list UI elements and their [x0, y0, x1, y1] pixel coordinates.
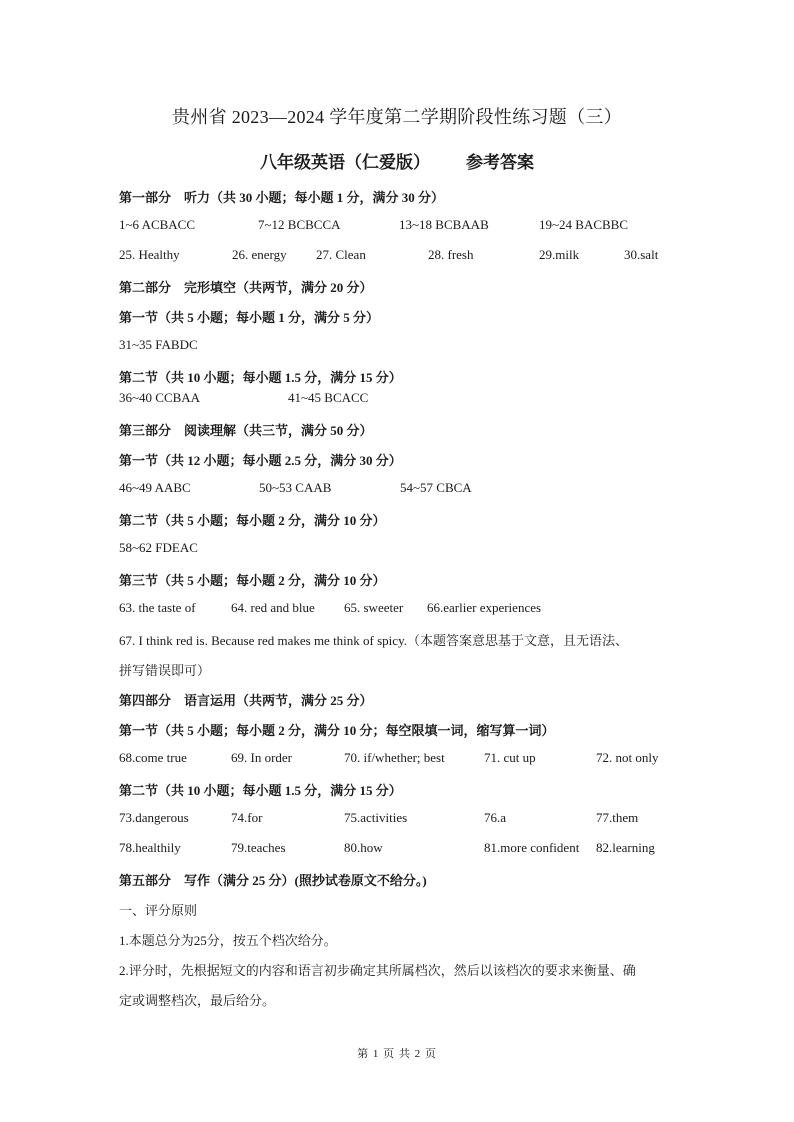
part3-section3-heading: 第三节（共 5 小题；每小题 2 分，满分 10 分） — [119, 573, 386, 588]
answer-group: 41~45 BCACC — [288, 390, 369, 405]
subtitle-answers: 参考答案 — [466, 153, 534, 172]
answer-item: 63. the taste of — [119, 600, 196, 615]
document-subtitle — [0, 148, 794, 173]
answer-item: 26. energy — [232, 247, 287, 262]
part3-section2-answers: 58~62 FDEAC — [119, 540, 198, 555]
answer-item: 81.more confident — [484, 840, 580, 855]
part4-section2-heading: 第二节（共 10 小题；每小题 1.5 分，满分 15 分） — [119, 783, 402, 798]
answer-item: 66.earlier experiences — [427, 600, 542, 615]
answer-item: 65. sweeter — [344, 600, 404, 615]
answer-item: 30.salt — [624, 247, 659, 262]
part4-heading: 第四部分 语言运用（共两节，满分 25 分） — [119, 693, 373, 708]
answer-item: 69. In order — [231, 750, 293, 765]
q67-answer-line2: 拼写错误即可） — [119, 663, 211, 678]
part2-section1-answers: 31~35 FABDC — [119, 337, 198, 352]
answer-item: 27. Clean — [316, 247, 366, 262]
answer-item: 73.dangerous — [119, 810, 189, 825]
q67-answer-line1: 67. I think red is. Because red makes me think of spicy.（本题答案意思基于文意，且无语法、 — [119, 633, 628, 648]
answer-item: 75.activities — [344, 810, 408, 825]
answer-group: 13~18 BCBAAB — [399, 217, 489, 232]
answer-group: 36~40 CCBAA — [119, 390, 201, 405]
answer-group: 19~24 BACBBC — [539, 217, 629, 232]
answer-item: 68.come true — [119, 750, 187, 765]
answer-item: 64. red and blue — [231, 600, 315, 615]
scoring-rule-2-line1: 2.评分时，先根据短文的内容和语言初步确定其所属档次，然后以该档次的要求来衡量、确 — [119, 963, 636, 978]
part2-section2-heading: 第二节（共 10 小题；每小题 1.5 分，满分 15 分） — [119, 370, 402, 385]
answer-item: 28. fresh — [428, 247, 474, 262]
part3-section2-heading: 第二节（共 5 小题；每小题 2 分，满分 10 分） — [119, 513, 386, 528]
answer-group: 50~53 CAAB — [259, 480, 332, 495]
page-footer: 第 1 页 共 2 页 — [357, 1048, 437, 1060]
answer-group: 1~6 ACBACC — [119, 217, 196, 232]
answer-item: 76.a — [484, 810, 507, 825]
answer-item: 82.learning — [596, 840, 655, 855]
part2-heading: 第二部分 完形填空（共两节，满分 20 分） — [119, 280, 373, 295]
answer-item: 78.healthily — [119, 840, 181, 855]
answer-item: 80.how — [344, 840, 383, 855]
part5-heading: 第五部分 写作（满分 25 分）(照抄试卷原文不给分。) — [119, 873, 427, 888]
answer-item: 74.for — [231, 810, 263, 825]
scoring-rule-1: 1.本题总分为25分，按五个档次给分。 — [119, 933, 337, 948]
scoring-rule-2-line2: 定或调整档次，最后给分。 — [119, 993, 276, 1008]
answer-item: 72. not only — [596, 750, 659, 765]
part3-heading: 第三部分 阅读理解（共三节，满分 50 分） — [119, 423, 373, 438]
part1-heading: 第一部分 听力（共 30 小题；每小题 1 分，满分 30 分） — [119, 190, 445, 205]
part3-section1-heading: 第一节（共 12 小题；每小题 2.5 分，满分 30 分） — [119, 453, 402, 468]
answer-item: 71. cut up — [484, 750, 536, 765]
answer-item: 70. if/whether; best — [344, 750, 445, 765]
answer-item: 77.them — [596, 810, 639, 825]
answer-item: 25. Healthy — [119, 247, 180, 262]
scoring-principle-heading: 一、评分原则 — [119, 903, 198, 918]
document-title: 贵州省 2023—2024 学年度第二学期阶段性练习题（三） — [172, 107, 622, 127]
answer-group: 7~12 BCBCCA — [258, 217, 341, 232]
answer-group: 46~49 AABC — [119, 480, 191, 495]
part4-section1-heading: 第一节（共 5 小题；每小题 2 分，满分 10 分；每空限填一词，缩写算一词） — [119, 723, 555, 738]
answer-item: 29.milk — [539, 247, 580, 262]
answer-item: 79.teaches — [231, 840, 286, 855]
part2-section1-heading: 第一节（共 5 小题；每小题 1 分，满分 5 分） — [119, 310, 380, 325]
subtitle-grade: 八年级英语（仁爱版） — [260, 153, 430, 172]
answer-group: 54~57 CBCA — [400, 480, 472, 495]
